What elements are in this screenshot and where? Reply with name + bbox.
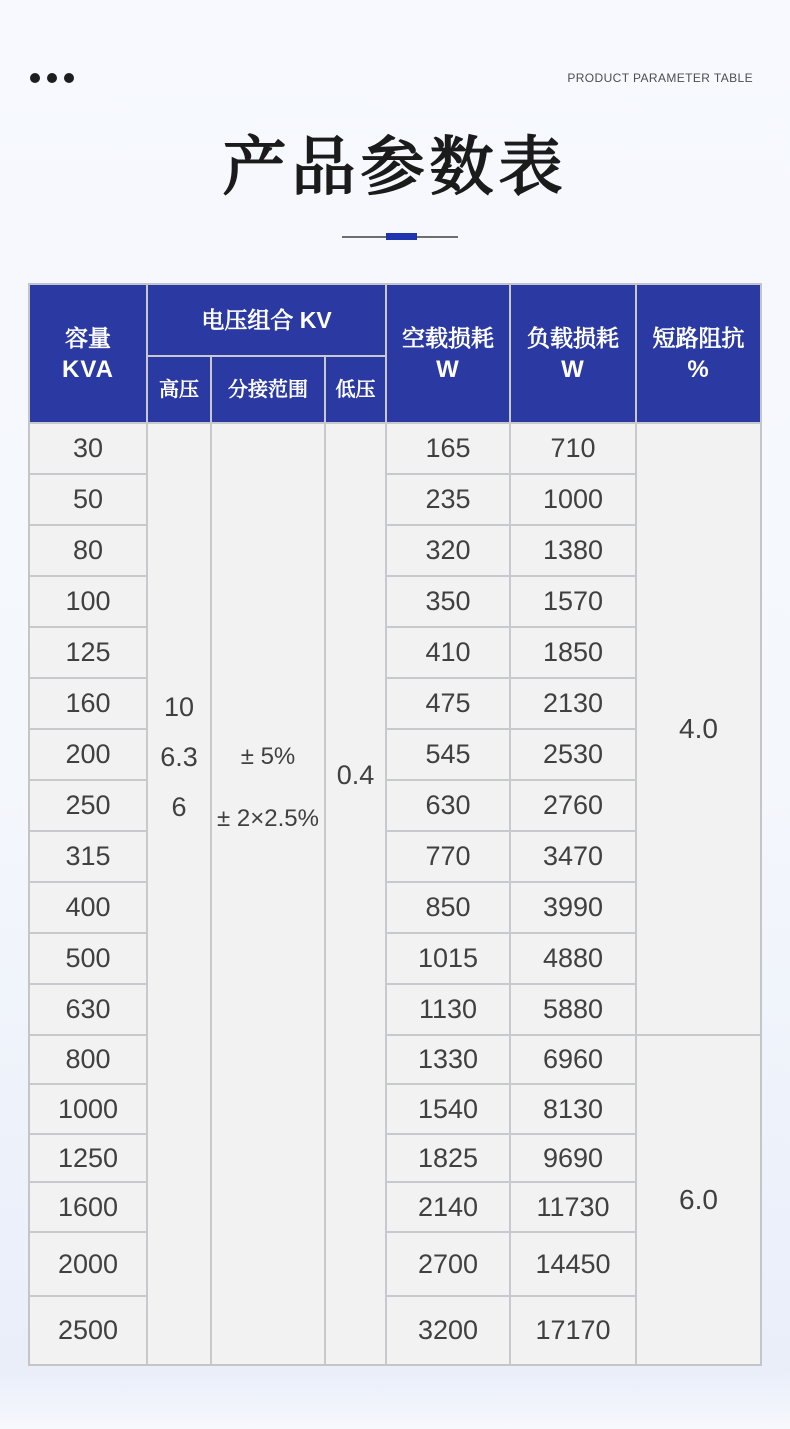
- capacity-cell: 2000: [30, 1233, 146, 1295]
- impedance-cell-4: 4.0: [637, 424, 760, 1034]
- hv-value: 6.3: [160, 742, 198, 772]
- no-load-cell: 350: [387, 577, 509, 626]
- load-cell: 1570: [511, 577, 635, 626]
- capacity-cell: 315: [30, 832, 146, 881]
- header-impedance: [637, 285, 760, 422]
- header-no-load: [387, 285, 509, 422]
- load-cell: 8130: [511, 1085, 635, 1133]
- ellipsis-dots-icon: [30, 73, 74, 83]
- load-cell: 1850: [511, 628, 635, 677]
- load-cell: 710: [511, 424, 635, 473]
- header-voltage-group: [148, 285, 385, 355]
- header-voltage-group-label: 电压组合 KV: [201, 307, 332, 333]
- header-load-line1: 负载损耗: [527, 324, 619, 351]
- no-load-cell: 1330: [387, 1036, 509, 1083]
- load-cell: 4880: [511, 934, 635, 983]
- header-impedance-line2: %: [687, 355, 710, 383]
- no-load-cell: 630: [387, 781, 509, 830]
- load-cell: 11730: [511, 1183, 635, 1231]
- header-tap-label: 分接范围: [228, 378, 308, 401]
- load-cell: 5880: [511, 985, 635, 1034]
- no-load-cell: 410: [387, 628, 509, 677]
- title-divider-accent: [386, 233, 417, 240]
- header-hv-label: 高压: [159, 378, 199, 401]
- header-capacity-line1: 容量: [65, 324, 111, 351]
- header-load-line2: W: [561, 355, 585, 383]
- no-load-cell: 235: [387, 475, 509, 524]
- lv-value: 0.4: [336, 760, 375, 790]
- no-load-cell: 1130: [387, 985, 509, 1034]
- load-cell: 17170: [511, 1297, 635, 1364]
- header-capacity: [30, 285, 146, 422]
- capacity-cell: 50: [30, 475, 146, 524]
- capacity-cell: 1000: [30, 1085, 146, 1133]
- eyebrow-label: PRODUCT PARAMETER TABLE: [567, 71, 753, 85]
- capacity-cell: 100: [30, 577, 146, 626]
- header-capacity-line2: KVA: [62, 355, 114, 383]
- capacity-cell: 125: [30, 628, 146, 677]
- header-no-load-line2: W: [436, 355, 460, 383]
- capacity-cell: 630: [30, 985, 146, 1034]
- capacity-cell: 80: [30, 526, 146, 575]
- capacity-cell: 30: [30, 424, 146, 473]
- tap-values-cell: [212, 424, 324, 1364]
- header-hv: [148, 357, 210, 422]
- capacity-cell: 200: [30, 730, 146, 779]
- no-load-cell: 3200: [387, 1297, 509, 1364]
- no-load-cell: 2700: [387, 1233, 509, 1295]
- header-lv-label: 低压: [335, 378, 376, 401]
- capacity-cell: 1250: [30, 1135, 146, 1181]
- no-load-cell: 1825: [387, 1135, 509, 1181]
- lv-value-cell: [326, 424, 385, 1364]
- no-load-cell: 320: [387, 526, 509, 575]
- load-cell: 14450: [511, 1233, 635, 1295]
- capacity-cell: 800: [30, 1036, 146, 1083]
- impedance-cell-6: 6.0: [637, 1036, 760, 1364]
- load-cell: 6960: [511, 1036, 635, 1083]
- tap-value: ± 5%: [240, 743, 296, 770]
- no-load-cell: 2140: [387, 1183, 509, 1231]
- no-load-cell: 1540: [387, 1085, 509, 1133]
- no-load-cell: 770: [387, 832, 509, 881]
- no-load-cell: 850: [387, 883, 509, 932]
- header-lv: [326, 357, 385, 422]
- capacity-cell: 500: [30, 934, 146, 983]
- no-load-cell: 545: [387, 730, 509, 779]
- hv-values-cell: [148, 424, 210, 1364]
- page-title: 产品参数表: [222, 131, 568, 203]
- header-no-load-line1: 空载损耗: [402, 324, 494, 351]
- hv-value: 6: [171, 792, 187, 822]
- load-cell: 1000: [511, 475, 635, 524]
- header-tap: [212, 357, 324, 422]
- param-table: [28, 283, 762, 1366]
- hv-value: 10: [163, 692, 195, 722]
- load-cell: 2530: [511, 730, 635, 779]
- capacity-cell: 250: [30, 781, 146, 830]
- no-load-cell: 1015: [387, 934, 509, 983]
- no-load-cell: 165: [387, 424, 509, 473]
- header-impedance-line1: 短路阻抗: [652, 324, 745, 351]
- capacity-cell: 2500: [30, 1297, 146, 1364]
- capacity-cell: 1600: [30, 1183, 146, 1231]
- capacity-cell: 160: [30, 679, 146, 728]
- header-load: [511, 285, 635, 422]
- load-cell: 9690: [511, 1135, 635, 1181]
- load-cell: 2130: [511, 679, 635, 728]
- capacity-cell: 400: [30, 883, 146, 932]
- load-cell: 2760: [511, 781, 635, 830]
- load-cell: 3990: [511, 883, 635, 932]
- load-cell: 1380: [511, 526, 635, 575]
- load-cell: 3470: [511, 832, 635, 881]
- tap-value: ± 2×2.5%: [217, 805, 319, 832]
- no-load-cell: 475: [387, 679, 509, 728]
